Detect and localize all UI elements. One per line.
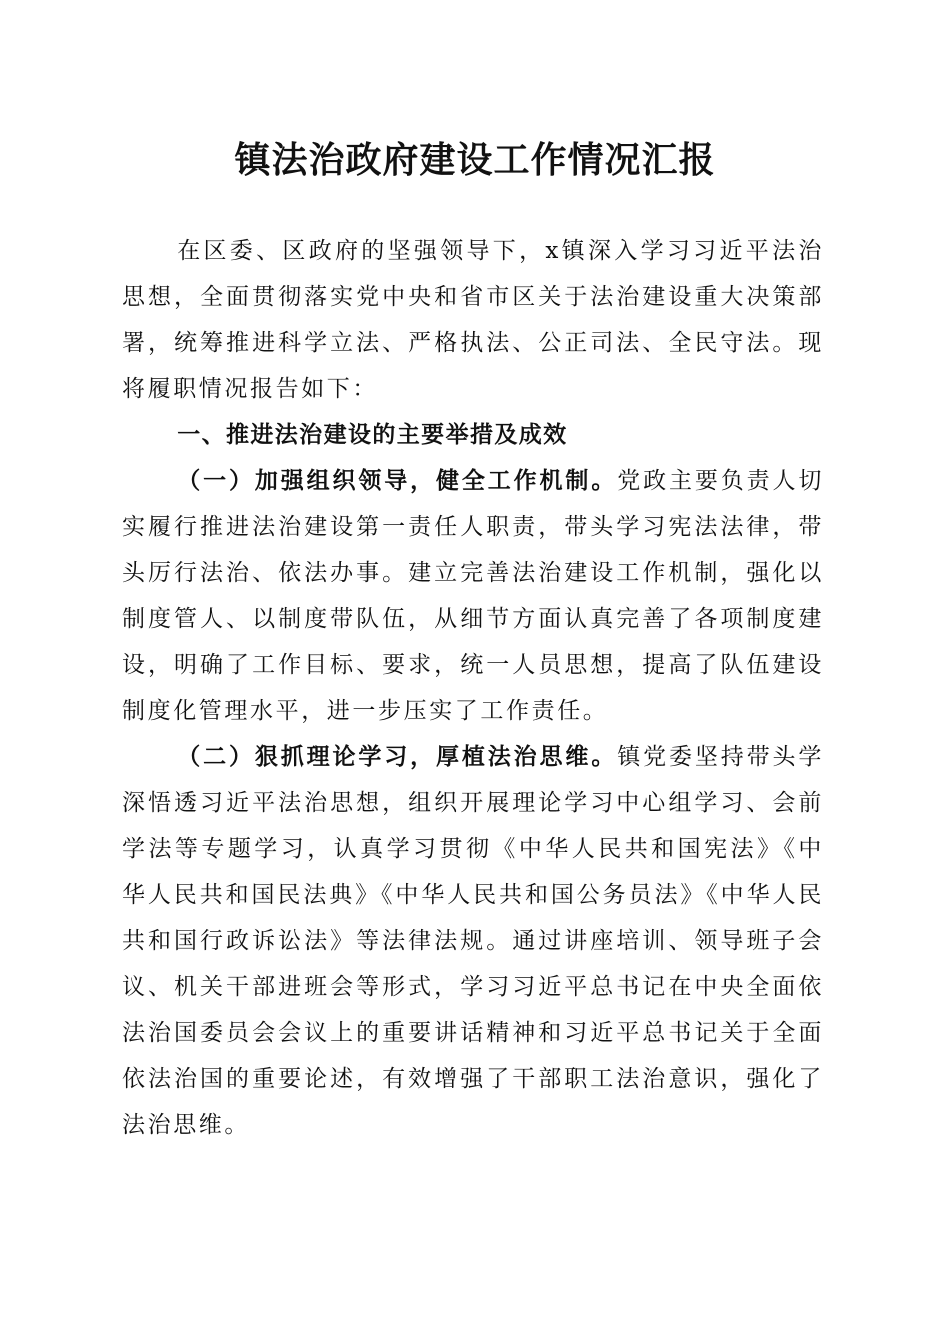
item-heading-2: （二）狠抓理论学习，厚植法治思维。 [177, 743, 618, 770]
item-paragraph-2 [122, 734, 824, 1148]
item-paragraph-1 [122, 458, 824, 734]
item-text-1: 党政主要负责人切实履行推进法治建设第一责任人职责，带头学习宪法法律，带头厉行法治、依法办事。建立完善法治建设工作机制，强化以制度管人、以制度带队伍，从细节方面认真完善了各项制度建设，明确了工作目标、要求，统一人员思想，提高了队伍建设制度化管理水平，进一步压实了工作责任。 [122, 468, 824, 724]
document-title: 镇法治政府建设工作情况汇报 [234, 139, 716, 181]
item-text-2: 镇党委坚持带头学深悟透习近平法治思想，组织开展理论学习中心组学习、会前学法等专题学习，认真学习贯彻《中华人民共和国宪法》《中华人民共和国民法典》《中华人民共和国公务员法》《中华人民共和国行政诉讼法》等法律法规。通过讲座培训、领导班子会议、机关干部进班会等形式，学习习近平总书记在中央全面依法治国委员会会议上的重要讲话精神和习近平总书记关于全面依法治国的重要论述，有效增强了干部职工法治意识，强化了法治思维。 [122, 744, 824, 1138]
intro-paragraph: 在区委、区政府的坚强领导下，x镇深入学习习近平法治思想，全面贯彻落实党中央和省市区关于法治建设重大决策部署，统筹推进科学立法、严格执法、公正司法、全民守法。现将履职情况报告如下： [122, 238, 824, 402]
section-heading-1: 一、推进法治建设的主要举措及成效 [177, 422, 568, 448]
document-body [122, 228, 824, 1148]
item-heading-1: （一）加强组织领导，健全工作机制。 [177, 467, 618, 494]
